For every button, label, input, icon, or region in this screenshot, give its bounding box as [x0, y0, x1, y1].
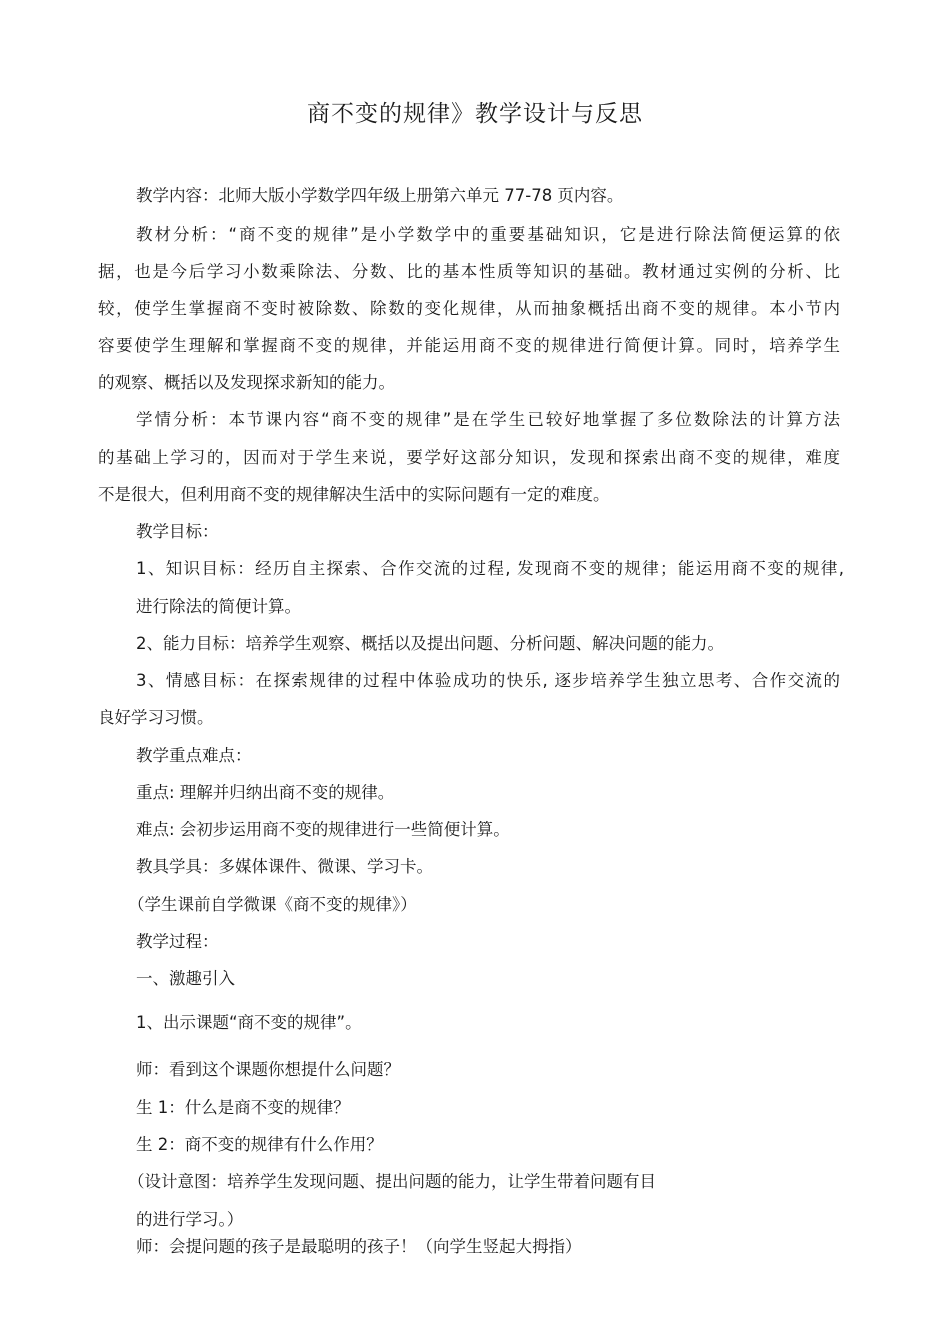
paragraph-line: 容要使学生理解和掌握商不变的规律，并能运用商不变的规律进行简便计算。同时，培养学生	[98, 336, 840, 355]
paragraph-line: 的观察、概括以及发现探求新知的能力。	[98, 373, 395, 392]
paragraph-line: 1、知识目标：经历自主探索、合作交流的过程, 发现商不变的规律；能运用商不变的规律,	[136, 559, 844, 578]
section-heading: 教学目标：	[136, 522, 219, 541]
paragraph-line: 3、情感目标：在探索规律的过程中体验成功的快乐, 逐步培养学生独立思考、合作交流的	[136, 671, 840, 690]
paragraph-line: 教材分析：“商不变的规律”是小学数学中的重要基础知识，它是进行除法简便运算的依	[136, 225, 840, 244]
paragraph-line: 学情分析：本节课内容“商不变的规律”是在学生已较好地掌握了多位数除法的计算方法	[136, 410, 840, 429]
section-heading: 教学重点难点：	[136, 746, 252, 765]
dialogue-line: 师：看到这个课题你想提什么问题？	[136, 1060, 400, 1079]
paragraph-line: 难点: 会初步运用商不变的规律进行一些简便计算。	[136, 820, 510, 839]
paragraph-line: （设计意图：培养学生发现问题、提出问题的能力，让学生带着问题有目	[128, 1172, 656, 1191]
paragraph-line: 2、能力目标：培养学生观察、概括以及提出问题、分析问题、解决问题的能力。	[136, 634, 724, 653]
paragraph-line: 据，也是今后学习小数乘除法、分数、比的基本性质等知识的基础。教材通过实例的分析、比	[98, 262, 840, 281]
paragraph-line: 重点: 理解并归纳出商不变的规律。	[136, 783, 395, 802]
paragraph-line: 的基础上学习的，因而对于学生来说，要学好这部分知识，发现和探索出商不变的规律，难度	[98, 448, 840, 467]
paragraph-line: （学生课前自学微课《商不变的规律》）	[128, 895, 417, 914]
paragraph-line: 教具学具：多媒体课件、微课、学习卡。	[136, 857, 433, 876]
dialogue-line: 生 2：商不变的规律有什么作用？	[136, 1135, 383, 1154]
paragraph-line: 教学内容：北师大版小学数学四年级上册第六单元 77-78 页内容。	[136, 186, 624, 205]
paragraph-line: 较，使学生掌握商不变时被除数、除数的变化规律，从而抽象概括出商不变的规律。本小节内	[98, 299, 840, 318]
dialogue-line: 师：会提问题的孩子是最聪明的孩子！（向学生竖起大拇指）	[136, 1237, 582, 1256]
document-title: 商不变的规律》教学设计与反思	[307, 101, 643, 127]
paragraph-line: 良好学习习惯。	[98, 708, 214, 727]
paragraph-line: 的进行学习。）	[136, 1210, 244, 1229]
section-heading: 教学过程：	[136, 932, 219, 951]
section-heading: 一、激趣引入	[136, 969, 235, 988]
dialogue-line: 生 1：什么是商不变的规律？	[136, 1098, 350, 1117]
paragraph-line: 1、出示课题“商不变的规律”。	[136, 1013, 362, 1032]
paragraph-line: 不是很大，但利用商不变的规律解决生活中的实际问题有一定的难度。	[98, 485, 610, 504]
paragraph-line: 进行除法的简便计算。	[136, 597, 301, 616]
